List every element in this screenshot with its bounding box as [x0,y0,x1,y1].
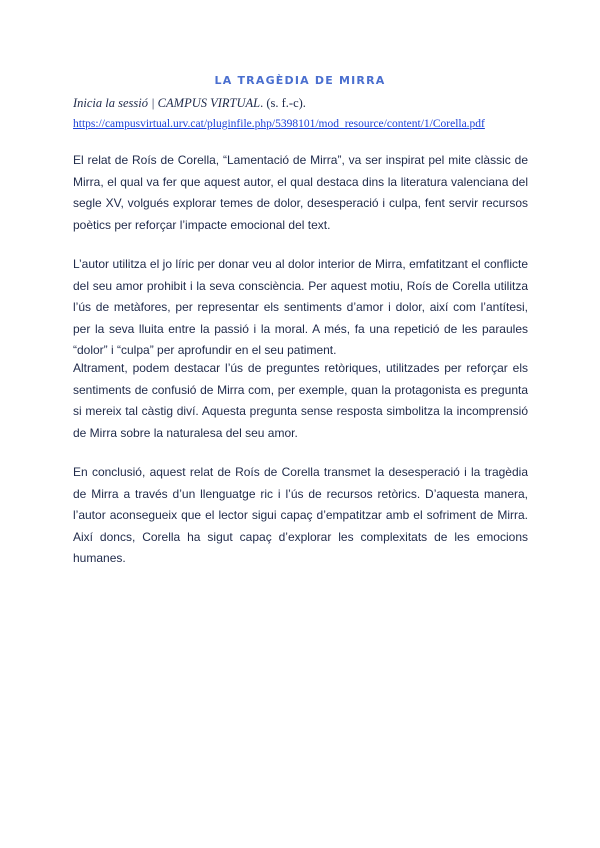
citation-link[interactable]: https://campusvirtual.urv.cat/pluginfile.php/5398101/mod_resource/content/1/Corella.pdf [73,118,485,130]
citation-source [73,93,533,113]
citation [73,93,533,134]
paragraph-2: L’autor utilitza el jo líric per donar veu al dolor interior de Mirra, emfatitzant el conflicte del seu amor prohibit i la seva consciència. Per aquest motiu, Roís de Corella utilitza l’ús de metàfores, per representar els sentiments d’amor i dolor, així com l’antítesi, per la seva lluita entre la passió i la moral. A més, fa una repetició de les paraules “dolor” i “culpa” per aprofundir en el seu patiment. [73,257,528,357]
citation-source-rest: . (s. f.-c). [260,96,306,110]
paragraph-4: En conclusió, aquest relat de Roís de Corella transmet la desesperació i la tragèdia de Mirra a través d’un llenguatge ric i l’ús de recursos retòrics. D’aquesta manera, l’autor aconsegueix que el lector sigui capaç d’empatitzar amb el sofriment de Mirra. Així doncs, Corella ha sigut capaç d’explorar les complexitats de les emocions humanes. [73,465,528,565]
paragraph-1: El relat de Roís de Corella, “Lamentació de Mirra”, va ser inspirat pel mite clàssic de Mirra, el qual va fer que aquest autor, el qual destaca dins la literatura valenciana del segle XV, volgués explorar temes de dolor, desesperació i culpa, fent servir recursos poètics per reforçar l’impacte emocional del text. [73,153,528,232]
paragraph-3: Altrament, podem destacar l’ús de preguntes retòriques, utilitzades per reforçar els sentiments de confusió de Mirra com, per exemple, quan la protagonista es pregunta si mereix tal càstig diví. Aquesta pregunta sense resposta simbolitza la incomprensió de Mirra sobre la naturalesa del seu amor. [73,361,528,440]
citation-source-italic: Inicia la sessió | CAMPUS VIRTUAL [73,96,261,110]
document-title: LA TRAGÈDIA DE MIRRA [214,74,386,87]
